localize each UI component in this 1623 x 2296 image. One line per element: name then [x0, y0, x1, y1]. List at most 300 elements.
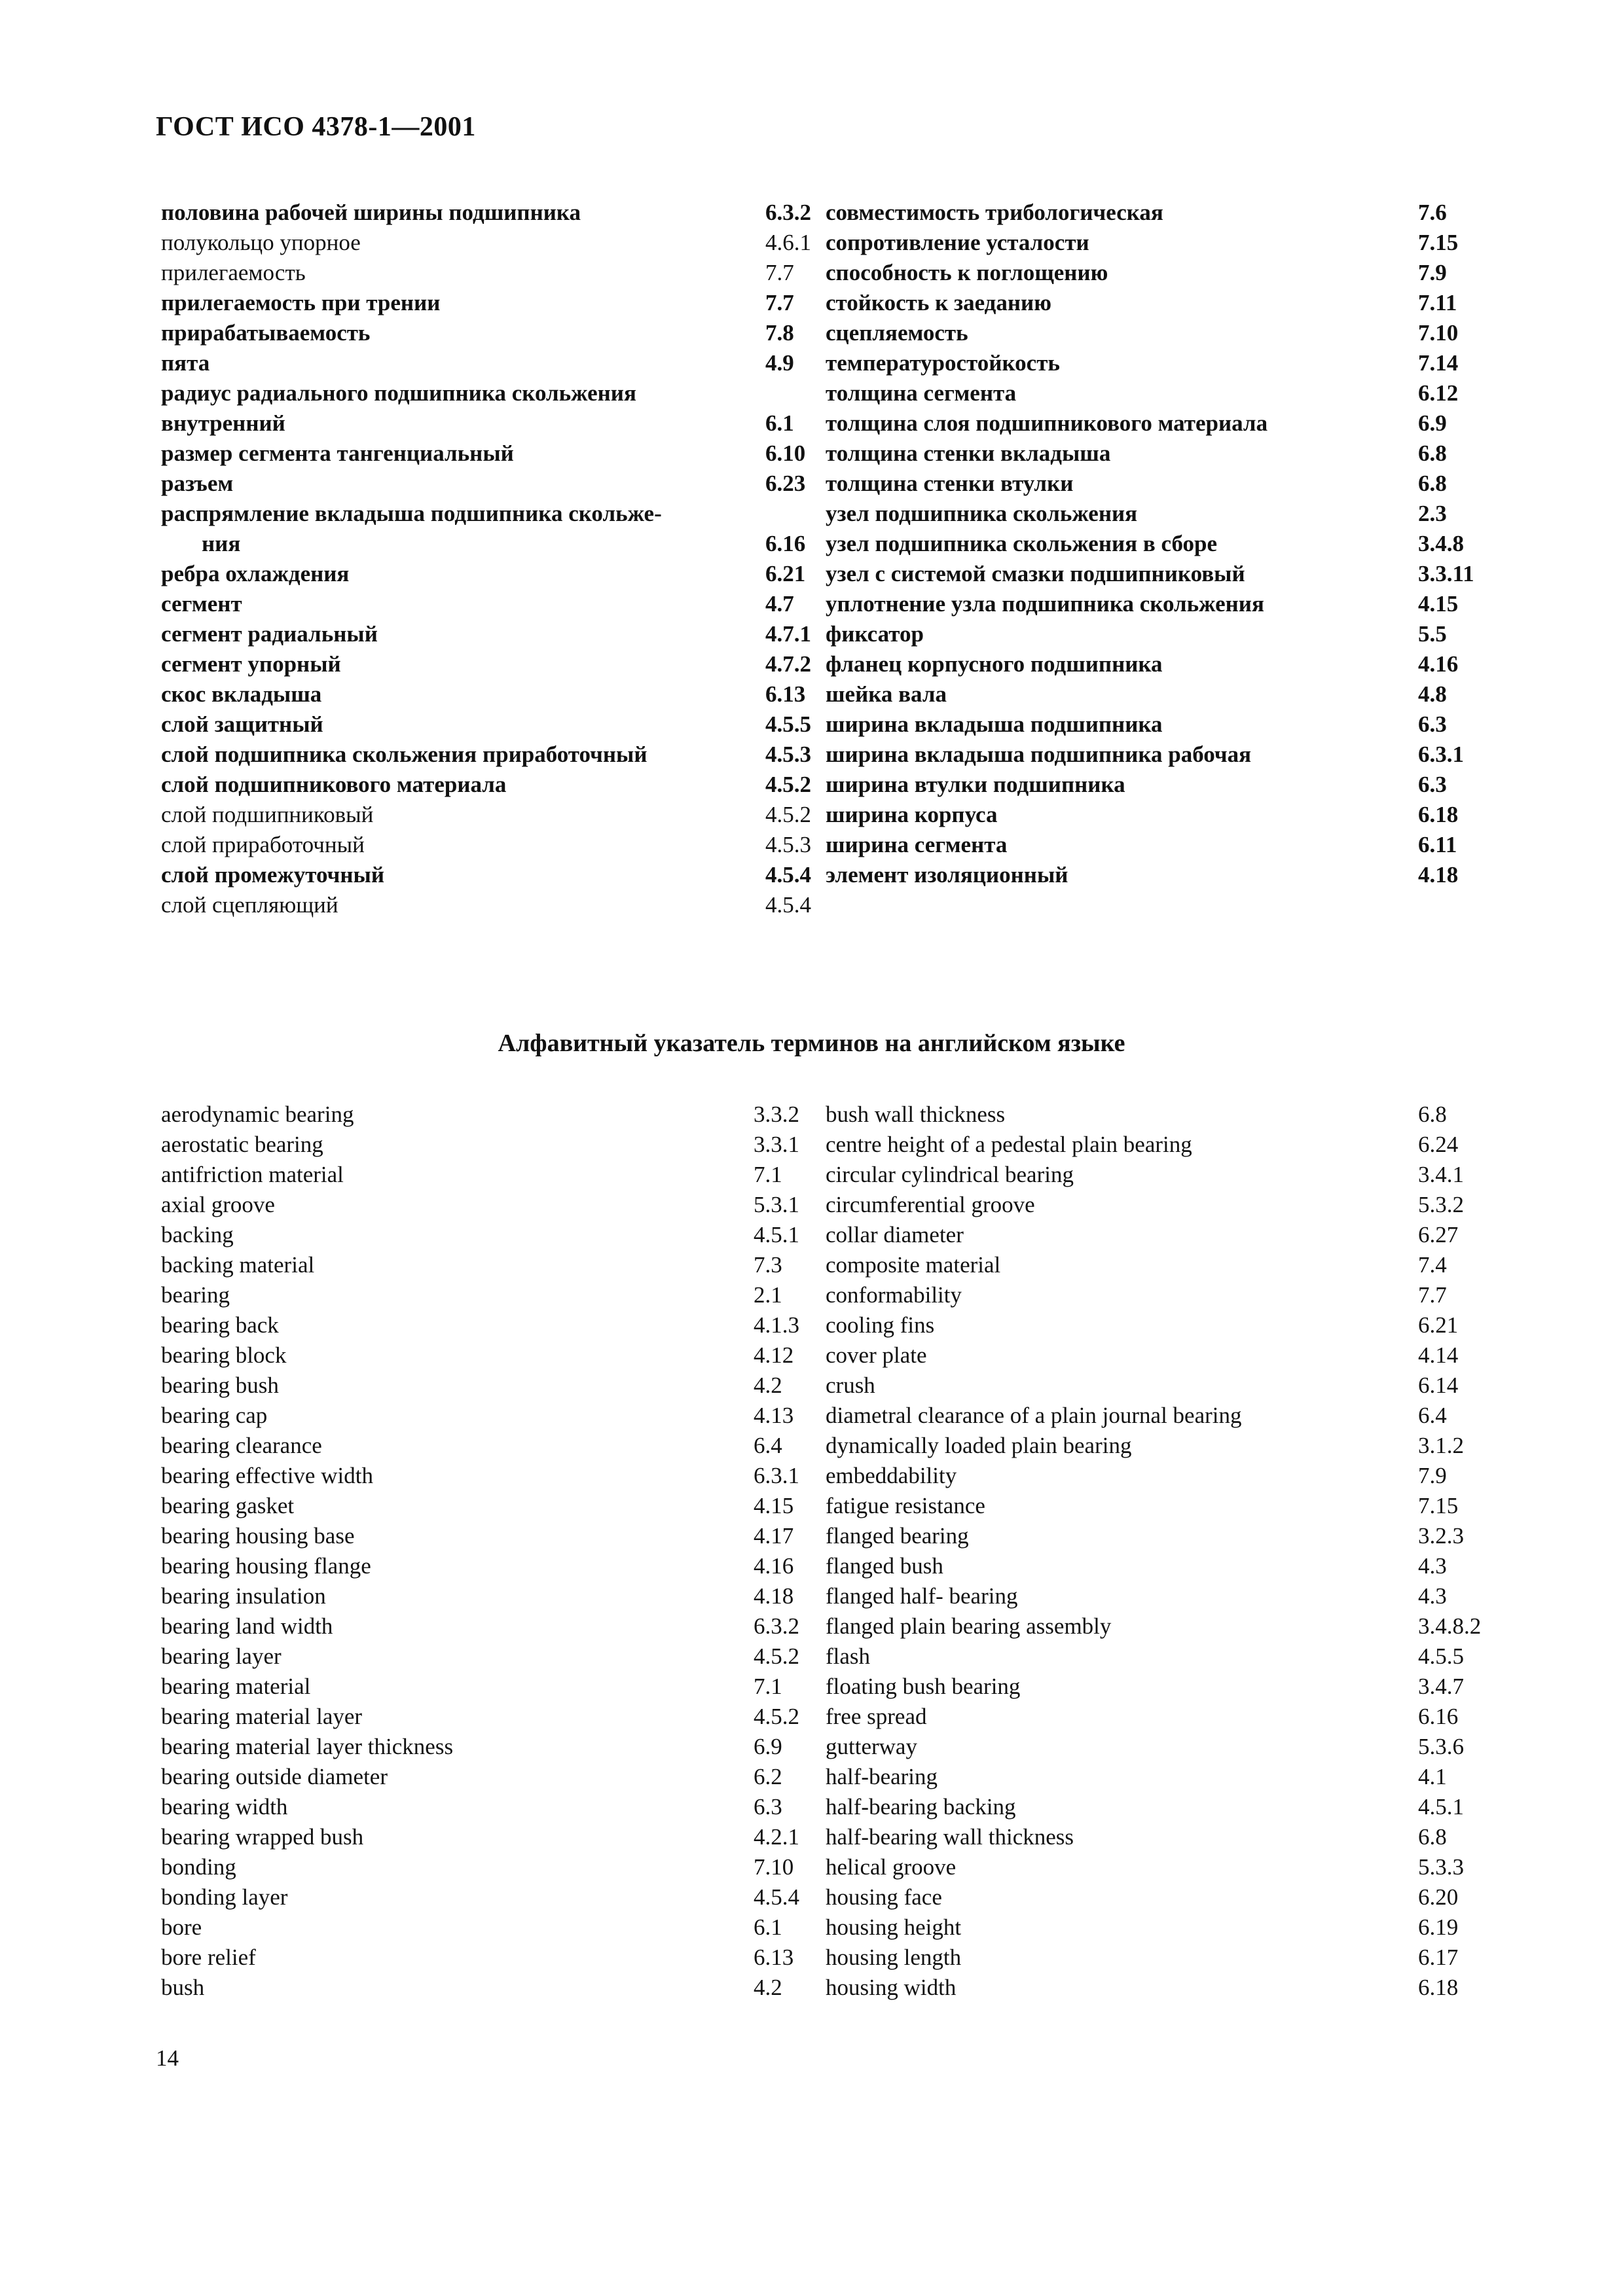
index-entry [826, 619, 1484, 649]
index-reference: 4.5.2 [765, 802, 811, 827]
index-reference: 3.4.8 [1418, 531, 1464, 556]
index-reference: 7.15 [1418, 230, 1459, 255]
index-entry [161, 1882, 819, 1912]
index-entry [826, 1551, 1484, 1581]
index-entry [161, 258, 819, 288]
index-entry [161, 709, 819, 740]
index-term: diametral clearance of a plain journal bearing [826, 1403, 1242, 1428]
document-header: ГОСТ ИСО 4378-1—2001 [156, 112, 476, 142]
index-term: фланец корпусного подшипника [826, 651, 1163, 677]
index-term: сцепляемость [826, 320, 968, 346]
index-term: радиус радиального подшипника скольжения [161, 380, 636, 406]
index-reference: 3.3.11 [1418, 561, 1474, 586]
index-entry [161, 1611, 819, 1641]
index-entry [161, 1190, 819, 1220]
index-entry [161, 1371, 819, 1401]
index-reference: 3.4.1 [1418, 1162, 1464, 1187]
index-term: разъем [161, 471, 234, 496]
index-term: bonding [161, 1854, 236, 1880]
index-entry [826, 408, 1484, 439]
index-reference: 6.8 [1418, 471, 1447, 496]
index-reference: 4.16 [1418, 651, 1459, 677]
index-term: half-bearing backing [826, 1794, 1016, 1820]
index-term: housing height [826, 1914, 962, 1940]
index-term: bonding layer [161, 1884, 288, 1910]
index-term: flanged plain bearing assembly [826, 1613, 1112, 1639]
index-term: пята [161, 350, 210, 376]
index-entry [826, 1461, 1484, 1491]
index-entry [826, 1912, 1484, 1943]
index-reference: 7.3 [754, 1252, 782, 1278]
english-index-right-column [826, 1100, 1484, 2003]
index-term: housing width [826, 1975, 957, 2000]
russian-index [161, 198, 1484, 920]
index-entry [161, 318, 819, 348]
index-term: flanged bush [826, 1553, 943, 1579]
index-entry [161, 1130, 819, 1160]
index-entry [826, 1280, 1484, 1310]
index-reference: 3.3.1 [754, 1132, 799, 1157]
index-reference: 5.3.3 [1418, 1854, 1464, 1880]
index-reference: 7.6 [1418, 200, 1447, 225]
index-term: housing length [826, 1945, 962, 1970]
index-reference: 6.17 [1418, 1945, 1459, 1970]
index-entry [161, 619, 819, 649]
index-reference: 6.3.1 [1418, 742, 1464, 767]
index-entry [161, 228, 819, 258]
index-reference: 2.3 [1418, 501, 1447, 526]
index-reference: 6.12 [1418, 380, 1459, 406]
index-reference: 6.3.1 [754, 1463, 799, 1488]
index-entry [826, 469, 1484, 499]
index-term: слой подшипникового материала [161, 772, 507, 797]
index-term: circular cylindrical bearing [826, 1162, 1074, 1187]
index-term: bearing land width [161, 1613, 333, 1639]
index-reference: 4.17 [754, 1523, 794, 1549]
index-entry [826, 860, 1484, 890]
index-entry [161, 1491, 819, 1521]
index-entry [161, 1732, 819, 1762]
index-reference: 6.4 [754, 1433, 782, 1458]
index-term: bearing back [161, 1312, 279, 1338]
index-reference: 6.20 [1418, 1884, 1459, 1910]
index-term: half-bearing [826, 1764, 938, 1789]
index-entry [826, 1641, 1484, 1672]
index-term: centre height of a pedestal plain bearing [826, 1132, 1192, 1157]
index-term: шейка вала [826, 681, 947, 707]
index-entry [826, 559, 1484, 589]
index-term: bearing block [161, 1342, 287, 1368]
index-term: узел подшипника скольжения в сборе [826, 531, 1217, 556]
index-reference: 4.2 [754, 1975, 782, 2000]
index-term: free spread [826, 1704, 927, 1729]
index-term: толщина сегмента [826, 380, 1017, 406]
index-entry [826, 1130, 1484, 1160]
index-reference: 4.1.3 [754, 1312, 799, 1338]
index-reference: 4.16 [754, 1553, 794, 1579]
index-entry [161, 288, 819, 318]
index-entry [161, 499, 819, 529]
index-reference: 4.5.2 [765, 772, 811, 797]
index-reference: 6.8 [1418, 1824, 1447, 1850]
page-number: 14 [156, 2045, 179, 2071]
index-term: bush [161, 1975, 205, 2000]
index-entry [826, 529, 1484, 559]
index-term: housing face [826, 1884, 942, 1910]
index-entry [161, 1401, 819, 1431]
index-entry [161, 469, 819, 499]
index-reference: 4.2 [754, 1372, 782, 1398]
index-reference: 4.5.2 [754, 1704, 799, 1729]
index-reference: 6.2 [754, 1764, 782, 1789]
index-term: helical groove [826, 1854, 957, 1880]
index-term: gutterway [826, 1734, 917, 1759]
index-entry [161, 1581, 819, 1611]
index-reference: 6.14 [1418, 1372, 1459, 1398]
index-term: температуростойкость [826, 350, 1060, 376]
index-term: flash [826, 1643, 871, 1669]
index-entry [161, 1822, 819, 1852]
index-reference: 4.5.5 [765, 711, 811, 737]
index-reference: 6.3 [1418, 772, 1447, 797]
index-term: conformability [826, 1282, 962, 1308]
index-reference: 4.13 [754, 1403, 794, 1428]
index-entry [826, 258, 1484, 288]
index-reference: 7.9 [1418, 1463, 1447, 1488]
index-reference: 4.5.5 [1418, 1643, 1464, 1669]
index-reference: 6.23 [765, 471, 806, 496]
english-index [161, 1100, 1484, 2003]
index-reference: 7.15 [1418, 1493, 1459, 1518]
index-term: bearing wrapped bush [161, 1824, 364, 1850]
index-term: скос вкладыша [161, 681, 322, 707]
index-reference: 6.1 [765, 410, 794, 436]
index-term: полукольцо упорное [161, 230, 361, 255]
index-term: прилегаемость при трении [161, 290, 441, 315]
index-term: стойкость к заеданию [826, 290, 1051, 315]
index-entry [826, 318, 1484, 348]
index-reference: 6.21 [765, 561, 806, 586]
index-reference: 6.3 [1418, 711, 1447, 737]
index-entry [161, 1672, 819, 1702]
index-term: bearing width [161, 1794, 288, 1820]
index-entry [161, 649, 819, 679]
index-reference: 4.5.1 [754, 1222, 799, 1247]
index-term: bearing insulation [161, 1583, 326, 1609]
index-term: bearing cap [161, 1403, 268, 1428]
index-term: сопротивление усталости [826, 230, 1089, 255]
index-entry [161, 800, 819, 830]
index-reference: 7.14 [1418, 350, 1459, 376]
index-term: ширина корпуса [826, 802, 998, 827]
index-entry [826, 198, 1484, 228]
index-reference: 6.19 [1418, 1914, 1459, 1940]
index-entry [161, 589, 819, 619]
index-entry [826, 1190, 1484, 1220]
index-term: слой подшипниковый [161, 802, 374, 827]
index-term: crush [826, 1372, 875, 1398]
index-reference: 7.9 [1418, 260, 1447, 285]
index-reference: 6.4 [1418, 1403, 1447, 1428]
index-entry [826, 649, 1484, 679]
index-entry [161, 1702, 819, 1732]
index-entry [161, 529, 819, 559]
index-entry [826, 589, 1484, 619]
index-term: aerodynamic bearing [161, 1102, 354, 1127]
index-reference: 6.16 [1418, 1704, 1459, 1729]
index-reference: 6.3.2 [754, 1613, 799, 1639]
index-entry [826, 1220, 1484, 1250]
index-entry [826, 770, 1484, 800]
index-reference: 5.3.2 [1418, 1192, 1464, 1217]
index-entry [161, 679, 819, 709]
index-term: половина рабочей ширины подшипника [161, 200, 581, 225]
index-term: bore [161, 1914, 202, 1940]
index-reference: 4.5.3 [765, 832, 811, 857]
english-index-left-column [161, 1100, 819, 2003]
index-reference: 7.10 [754, 1854, 794, 1880]
index-entry [161, 1792, 819, 1822]
index-term: collar diameter [826, 1222, 964, 1247]
index-term: узел с системой смазки подшипниковый [826, 561, 1245, 586]
index-entry [826, 740, 1484, 770]
index-term: прилегаемость [161, 260, 306, 285]
index-term: floating bush bearing [826, 1674, 1021, 1699]
index-reference: 6.9 [754, 1734, 782, 1759]
index-entry [826, 1672, 1484, 1702]
index-term: слой подшипника скольжения приработочный [161, 742, 647, 767]
index-reference: 3.2.3 [1418, 1523, 1464, 1549]
index-entry [826, 1401, 1484, 1431]
index-reference: 5.3.6 [1418, 1734, 1464, 1759]
index-reference: 3.4.7 [1418, 1674, 1464, 1699]
index-term: bearing outside diameter [161, 1764, 388, 1789]
index-entry [826, 228, 1484, 258]
english-index-title: Алфавитный указатель терминов на английском языке [498, 1030, 1125, 1057]
index-entry [161, 770, 819, 800]
index-entry [826, 1431, 1484, 1461]
index-entry [161, 1641, 819, 1672]
index-term: antifriction material [161, 1162, 344, 1187]
index-entry [826, 1852, 1484, 1882]
index-term: cooling fins [826, 1312, 935, 1338]
index-entry [826, 800, 1484, 830]
index-term: прирабатываемость [161, 320, 371, 346]
index-entry [161, 559, 819, 589]
index-entry [826, 1250, 1484, 1280]
index-reference: 4.14 [1418, 1342, 1459, 1368]
index-term: распрямление вкладыша подшипника скольже- [161, 501, 662, 526]
index-reference: 4.7.2 [765, 651, 811, 677]
index-entry [826, 348, 1484, 378]
index-entry [161, 830, 819, 860]
index-term: слой приработочный [161, 832, 365, 857]
index-term: bush wall thickness [826, 1102, 1006, 1127]
index-entry [161, 1973, 819, 2003]
index-term: bearing layer [161, 1643, 282, 1669]
index-term: dynamically loaded plain bearing [826, 1433, 1132, 1458]
index-reference: 4.5.3 [765, 742, 811, 767]
index-term: ширина втулки подшипника [826, 772, 1125, 797]
index-term: bearing [161, 1282, 230, 1308]
index-entry [826, 1340, 1484, 1371]
index-reference: 4.15 [1418, 591, 1459, 617]
index-entry [826, 1581, 1484, 1611]
index-reference: 6.3 [754, 1794, 782, 1820]
index-reference: 6.16 [765, 531, 806, 556]
index-term: слой защитный [161, 711, 323, 737]
index-entry [161, 890, 819, 920]
index-term: bearing gasket [161, 1493, 295, 1518]
index-reference: 2.1 [754, 1282, 782, 1308]
index-term: совместимость трибологическая [826, 200, 1163, 225]
index-entry [161, 1160, 819, 1190]
index-term: сегмент [161, 591, 242, 617]
index-reference: 4.5.4 [754, 1884, 799, 1910]
index-term: элемент изоляционный [826, 862, 1068, 888]
index-entry [161, 860, 819, 890]
index-reference: 4.8 [1418, 681, 1447, 707]
index-term: bearing clearance [161, 1433, 322, 1458]
index-reference: 4.5.4 [765, 892, 811, 918]
index-entry [161, 378, 819, 408]
index-reference: 4.9 [765, 350, 794, 376]
index-term: ния [202, 531, 241, 556]
index-reference: 4.3 [1418, 1583, 1447, 1609]
index-term: толщина стенки вкладыша [826, 440, 1111, 466]
index-reference: 3.3.2 [754, 1102, 799, 1127]
index-reference: 7.7 [765, 290, 794, 315]
index-reference: 4.3 [1418, 1553, 1447, 1579]
index-term: bearing housing base [161, 1523, 355, 1549]
index-entry [826, 499, 1484, 529]
index-reference: 6.18 [1418, 1975, 1459, 2000]
index-term: толщина стенки втулки [826, 471, 1074, 496]
index-entry [161, 1340, 819, 1371]
index-term: ширина сегмента [826, 832, 1008, 857]
index-reference: 4.6.1 [765, 230, 811, 255]
index-reference: 7.7 [765, 260, 794, 285]
index-term: фиксатор [826, 621, 924, 647]
index-entry [826, 1762, 1484, 1792]
index-reference: 6.10 [765, 440, 806, 466]
index-entry [161, 1280, 819, 1310]
index-entry [161, 1250, 819, 1280]
index-entry [161, 1100, 819, 1130]
index-entry [826, 1491, 1484, 1521]
index-entry [161, 1762, 819, 1792]
index-reference: 7.1 [754, 1162, 782, 1187]
index-reference: 4.18 [1418, 862, 1459, 888]
index-entry [826, 1882, 1484, 1912]
index-entry [826, 288, 1484, 318]
index-reference: 6.1 [754, 1914, 782, 1940]
russian-index-right-column [826, 198, 1484, 920]
index-entry [161, 1220, 819, 1250]
index-entry [161, 1310, 819, 1340]
index-entry [826, 1973, 1484, 2003]
index-entry [161, 1461, 819, 1491]
index-entry [161, 1943, 819, 1973]
index-reference: 3.1.2 [1418, 1433, 1464, 1458]
index-reference: 6.11 [1418, 832, 1457, 857]
index-reference: 4.5.2 [754, 1643, 799, 1669]
index-term: внутренний [161, 410, 285, 436]
index-reference: 4.1 [1418, 1764, 1447, 1789]
index-entry [826, 1310, 1484, 1340]
index-reference: 4.12 [754, 1342, 794, 1368]
index-term: embeddability [826, 1463, 957, 1488]
index-entry [826, 439, 1484, 469]
index-term: bore relief [161, 1945, 256, 1970]
index-term: bearing material layer [161, 1704, 363, 1729]
index-term: bearing material layer thickness [161, 1734, 454, 1759]
index-reference: 7.4 [1418, 1252, 1447, 1278]
index-entry [826, 1732, 1484, 1762]
index-term: сегмент упорный [161, 651, 341, 677]
index-term: cover plate [826, 1342, 927, 1368]
index-term: half-bearing wall thickness [826, 1824, 1074, 1850]
index-reference: 7.8 [765, 320, 794, 346]
index-entry [826, 679, 1484, 709]
index-term: flanged half- bearing [826, 1583, 1018, 1609]
index-reference: 4.5.1 [1418, 1794, 1464, 1820]
index-term: aerostatic bearing [161, 1132, 323, 1157]
index-term: узел подшипника скольжения [826, 501, 1138, 526]
index-entry [161, 1551, 819, 1581]
index-reference: 6.21 [1418, 1312, 1459, 1338]
index-reference: 3.4.8.2 [1418, 1613, 1482, 1639]
index-entry [826, 1100, 1484, 1130]
index-term: толщина слоя подшипникового материала [826, 410, 1268, 436]
index-entry [826, 1611, 1484, 1641]
index-reference: 6.27 [1418, 1222, 1459, 1247]
index-entry [826, 1943, 1484, 1973]
index-reference: 6.9 [1418, 410, 1447, 436]
index-term: способность к поглощению [826, 260, 1108, 285]
index-entry [826, 1160, 1484, 1190]
index-reference: 6.13 [754, 1945, 794, 1970]
index-term: сегмент радиальный [161, 621, 378, 647]
index-reference: 4.7.1 [765, 621, 811, 647]
index-entry [161, 1431, 819, 1461]
index-reference: 4.5.4 [765, 862, 811, 888]
index-entry [161, 740, 819, 770]
index-entry [161, 1521, 819, 1551]
index-reference: 4.15 [754, 1493, 794, 1518]
index-reference: 4.7 [765, 591, 794, 617]
index-entry [826, 830, 1484, 860]
index-term: bearing material [161, 1674, 311, 1699]
index-entry [161, 1852, 819, 1882]
index-term: уплотнение узла подшипника скольжения [826, 591, 1264, 617]
index-term: bearing effective width [161, 1463, 373, 1488]
index-term: bearing bush [161, 1372, 279, 1398]
index-entry [161, 439, 819, 469]
index-reference: 6.13 [765, 681, 806, 707]
index-term: размер сегмента тангенциальный [161, 440, 514, 466]
index-reference: 4.2.1 [754, 1824, 799, 1850]
index-entry [826, 1702, 1484, 1732]
index-reference: 6.8 [1418, 440, 1447, 466]
index-term: fatigue resistance [826, 1493, 985, 1518]
index-entry [826, 378, 1484, 408]
index-reference: 5.5 [1418, 621, 1447, 647]
index-term: bearing housing flange [161, 1553, 371, 1579]
index-reference: 6.24 [1418, 1132, 1459, 1157]
index-reference: 5.3.1 [754, 1192, 799, 1217]
index-term: circumferential groove [826, 1192, 1035, 1217]
